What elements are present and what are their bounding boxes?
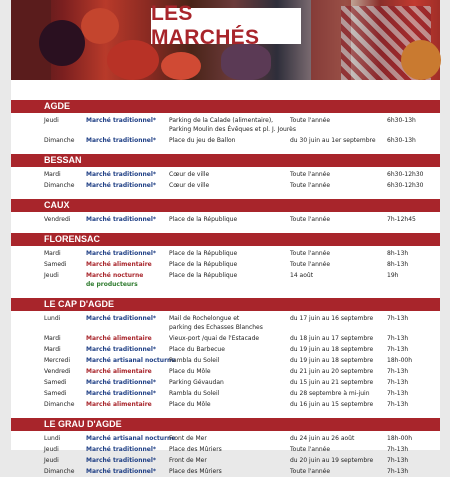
market-type: Marché alimentaire xyxy=(86,401,152,408)
market-period: Toute l'année xyxy=(290,117,331,124)
market-hours: 7h-13h xyxy=(387,468,409,475)
market-row xyxy=(11,333,440,344)
market-place: Place de la République xyxy=(169,272,238,279)
market-place: Place de la République xyxy=(169,250,238,257)
market-day: Lundi xyxy=(44,315,61,322)
market-place: Vieux-port /quai de l'Estacade xyxy=(169,335,260,342)
market-row xyxy=(11,444,440,455)
market-hours: 7h-13h xyxy=(387,401,409,408)
market-hours: 18h-00h xyxy=(387,435,413,442)
market-day: Jeudi xyxy=(44,446,59,453)
market-row xyxy=(11,313,440,333)
market-period: du 20 juin au 19 septembre xyxy=(290,457,374,464)
market-period: Toute l'année xyxy=(290,171,331,178)
market-place: Parking Gévaudan xyxy=(169,379,224,386)
market-type: Marché traditionnel* xyxy=(86,182,157,189)
market-type: Marché traditionnel* xyxy=(86,315,157,322)
market-place: Rambla du Soleil xyxy=(169,390,220,397)
market-row xyxy=(11,248,440,259)
market-place: Front de Mer xyxy=(169,435,207,442)
market-hours: 7h-13h xyxy=(387,379,409,386)
market-hours: 6h30-13h xyxy=(387,117,416,124)
market-period: Toute l'année xyxy=(290,182,331,189)
market-place: Place du Barbecue xyxy=(169,346,225,353)
market-place: Front de Mer xyxy=(169,457,207,464)
market-hours: 19h xyxy=(387,272,399,279)
market-hours: 6h30-13h xyxy=(387,137,416,144)
market-period: Toute l'année xyxy=(290,216,331,223)
market-day: Lundi xyxy=(44,435,61,442)
market-type: Marché traditionnel* xyxy=(86,346,157,353)
market-type: Marché artisanal nocturne xyxy=(86,435,176,442)
market-hours: 7h-13h xyxy=(387,368,409,375)
market-row xyxy=(11,169,440,180)
market-day: Samedi xyxy=(44,390,67,397)
section-rows xyxy=(11,311,440,410)
market-row xyxy=(11,270,440,290)
header-photo-banner xyxy=(11,0,440,80)
section-header: LE CAP D'AGDE xyxy=(11,298,440,311)
market-row xyxy=(11,135,440,146)
market-period: du 19 juin au 18 septembre xyxy=(290,357,374,364)
market-period: du 18 juin au 17 septembre xyxy=(290,335,374,342)
market-period: du 17 juin au 16 septembre xyxy=(290,315,374,322)
market-type: Marché traditionnel* xyxy=(86,216,157,223)
market-row xyxy=(11,115,440,135)
market-day: Mardi xyxy=(44,346,61,353)
market-type xyxy=(86,271,143,289)
market-type: Marché traditionnel* xyxy=(86,250,157,257)
market-place xyxy=(169,314,263,332)
brochure-page xyxy=(11,0,440,475)
market-place-line1: Parking de la Calade (alimentaire), xyxy=(169,117,274,124)
market-place-line2: Parking Moulin des Évêques et pl. J. Jourès xyxy=(169,126,296,133)
title-box xyxy=(151,2,301,49)
section-header: CAUX xyxy=(11,199,440,212)
market-day: Dimanche xyxy=(44,468,75,475)
market-day: Mardi xyxy=(44,171,61,178)
market-day: Mardi xyxy=(44,335,61,342)
market-period: Toute l'année xyxy=(290,468,331,475)
section-rows xyxy=(11,167,440,191)
market-hours: 8h-13h xyxy=(387,261,409,268)
market-place-line2: parking des Echasses Blanches xyxy=(169,324,263,331)
market-place xyxy=(169,116,296,134)
market-type: Marché alimentaire xyxy=(86,261,152,268)
market-place: Place des Mûriers xyxy=(169,468,222,475)
market-hours: 18h-00h xyxy=(387,357,413,364)
market-type: Marché traditionnel* xyxy=(86,446,157,453)
section-rows xyxy=(11,431,440,477)
market-type: Marché traditionnel* xyxy=(86,137,157,144)
market-place: Cœur de ville xyxy=(169,182,210,189)
market-period: Toute l'année xyxy=(290,261,331,268)
market-period: du 19 juin au 18 septembre xyxy=(290,346,374,353)
market-day: Dimanche xyxy=(44,401,75,408)
market-day: Mardi xyxy=(44,250,61,257)
market-place: Place du Môle xyxy=(169,368,211,375)
market-row xyxy=(11,399,440,410)
market-row xyxy=(11,214,440,225)
market-period: Toute l'année xyxy=(290,250,331,257)
market-period: du 30 juin au 1er septembre xyxy=(290,137,376,144)
section-header: LE GRAU D'AGDE xyxy=(11,418,440,431)
market-day: Mercredi xyxy=(44,357,71,364)
market-day: Jeudi xyxy=(44,457,59,464)
market-place: Cœur de ville xyxy=(169,171,210,178)
section-header: FLORENSAC xyxy=(11,233,440,246)
market-place: Place du Môle xyxy=(169,401,211,408)
market-hours: 6h30-12h30 xyxy=(387,171,424,178)
market-row xyxy=(11,433,440,444)
market-type: Marché alimentaire xyxy=(86,368,152,375)
market-period: du 24 juin au 26 août xyxy=(290,435,355,442)
market-place-line1: Mail de Rochelongue et xyxy=(169,315,240,322)
section-rows xyxy=(11,246,440,290)
market-day: Jeudi xyxy=(44,117,59,124)
market-place: Place des Mûriers xyxy=(169,446,222,453)
market-hours: 7h-13h xyxy=(387,457,409,464)
market-day: Samedi xyxy=(44,261,67,268)
market-row xyxy=(11,355,440,366)
market-hours: 7h-13h xyxy=(387,346,409,353)
market-type: Marché traditionnel* xyxy=(86,468,157,475)
market-hours: 6h30-12h30 xyxy=(387,182,424,189)
market-type: Marché traditionnel* xyxy=(86,117,157,124)
market-hours: 7h-13h xyxy=(387,446,409,453)
market-row xyxy=(11,466,440,477)
market-hours: 8h-13h xyxy=(387,250,409,257)
section-rows xyxy=(11,212,440,225)
market-period: du 15 juin au 21 septembre xyxy=(290,379,374,386)
market-row xyxy=(11,455,440,466)
market-row xyxy=(11,366,440,377)
market-period: du 28 septembre à mi-juin xyxy=(290,390,370,397)
market-place: Place du jeu de Ballon xyxy=(169,137,236,144)
section-header: AGDE xyxy=(11,100,440,113)
market-type-line2: de producteurs xyxy=(86,281,138,288)
market-day: Vendredi xyxy=(44,368,71,375)
market-hours: 7h-13h xyxy=(387,315,409,322)
section-rows xyxy=(11,113,440,146)
market-type: Marché traditionnel* xyxy=(86,457,157,464)
market-place: Place de la République xyxy=(169,216,238,223)
market-place: Rambla du Soleil xyxy=(169,357,220,364)
market-period: 14 août xyxy=(290,272,314,279)
market-row xyxy=(11,344,440,355)
market-hours: 7h-13h xyxy=(387,390,409,397)
market-hours: 7h-13h xyxy=(387,335,409,342)
market-type: Marché traditionnel* xyxy=(86,171,157,178)
market-type-line1: Marché nocturne xyxy=(86,272,144,279)
markets-table xyxy=(11,100,440,477)
market-row xyxy=(11,259,440,270)
market-place: Place de la République xyxy=(169,261,238,268)
market-day: Vendredi xyxy=(44,216,71,223)
market-type: Marché alimentaire xyxy=(86,335,152,342)
market-day: Dimanche xyxy=(44,137,75,144)
market-period: du 21 juin au 20 septembre xyxy=(290,368,374,375)
market-row xyxy=(11,377,440,388)
section-header: BESSAN xyxy=(11,154,440,167)
market-period: du 16 juin au 15 septembre xyxy=(290,401,374,408)
market-day: Dimanche xyxy=(44,182,75,189)
market-row xyxy=(11,388,440,399)
market-day: Samedi xyxy=(44,379,67,386)
market-row xyxy=(11,180,440,191)
page-title: LES MARCHÉS xyxy=(151,2,260,49)
market-type: Marché artisanal nocturne xyxy=(86,357,176,364)
market-day: Jeudi xyxy=(44,272,59,279)
market-type: Marché traditionnel* xyxy=(86,379,157,386)
market-hours: 7h-12h45 xyxy=(387,216,416,223)
market-type: Marché traditionnel* xyxy=(86,390,157,397)
market-period: Toute l'année xyxy=(290,446,331,453)
